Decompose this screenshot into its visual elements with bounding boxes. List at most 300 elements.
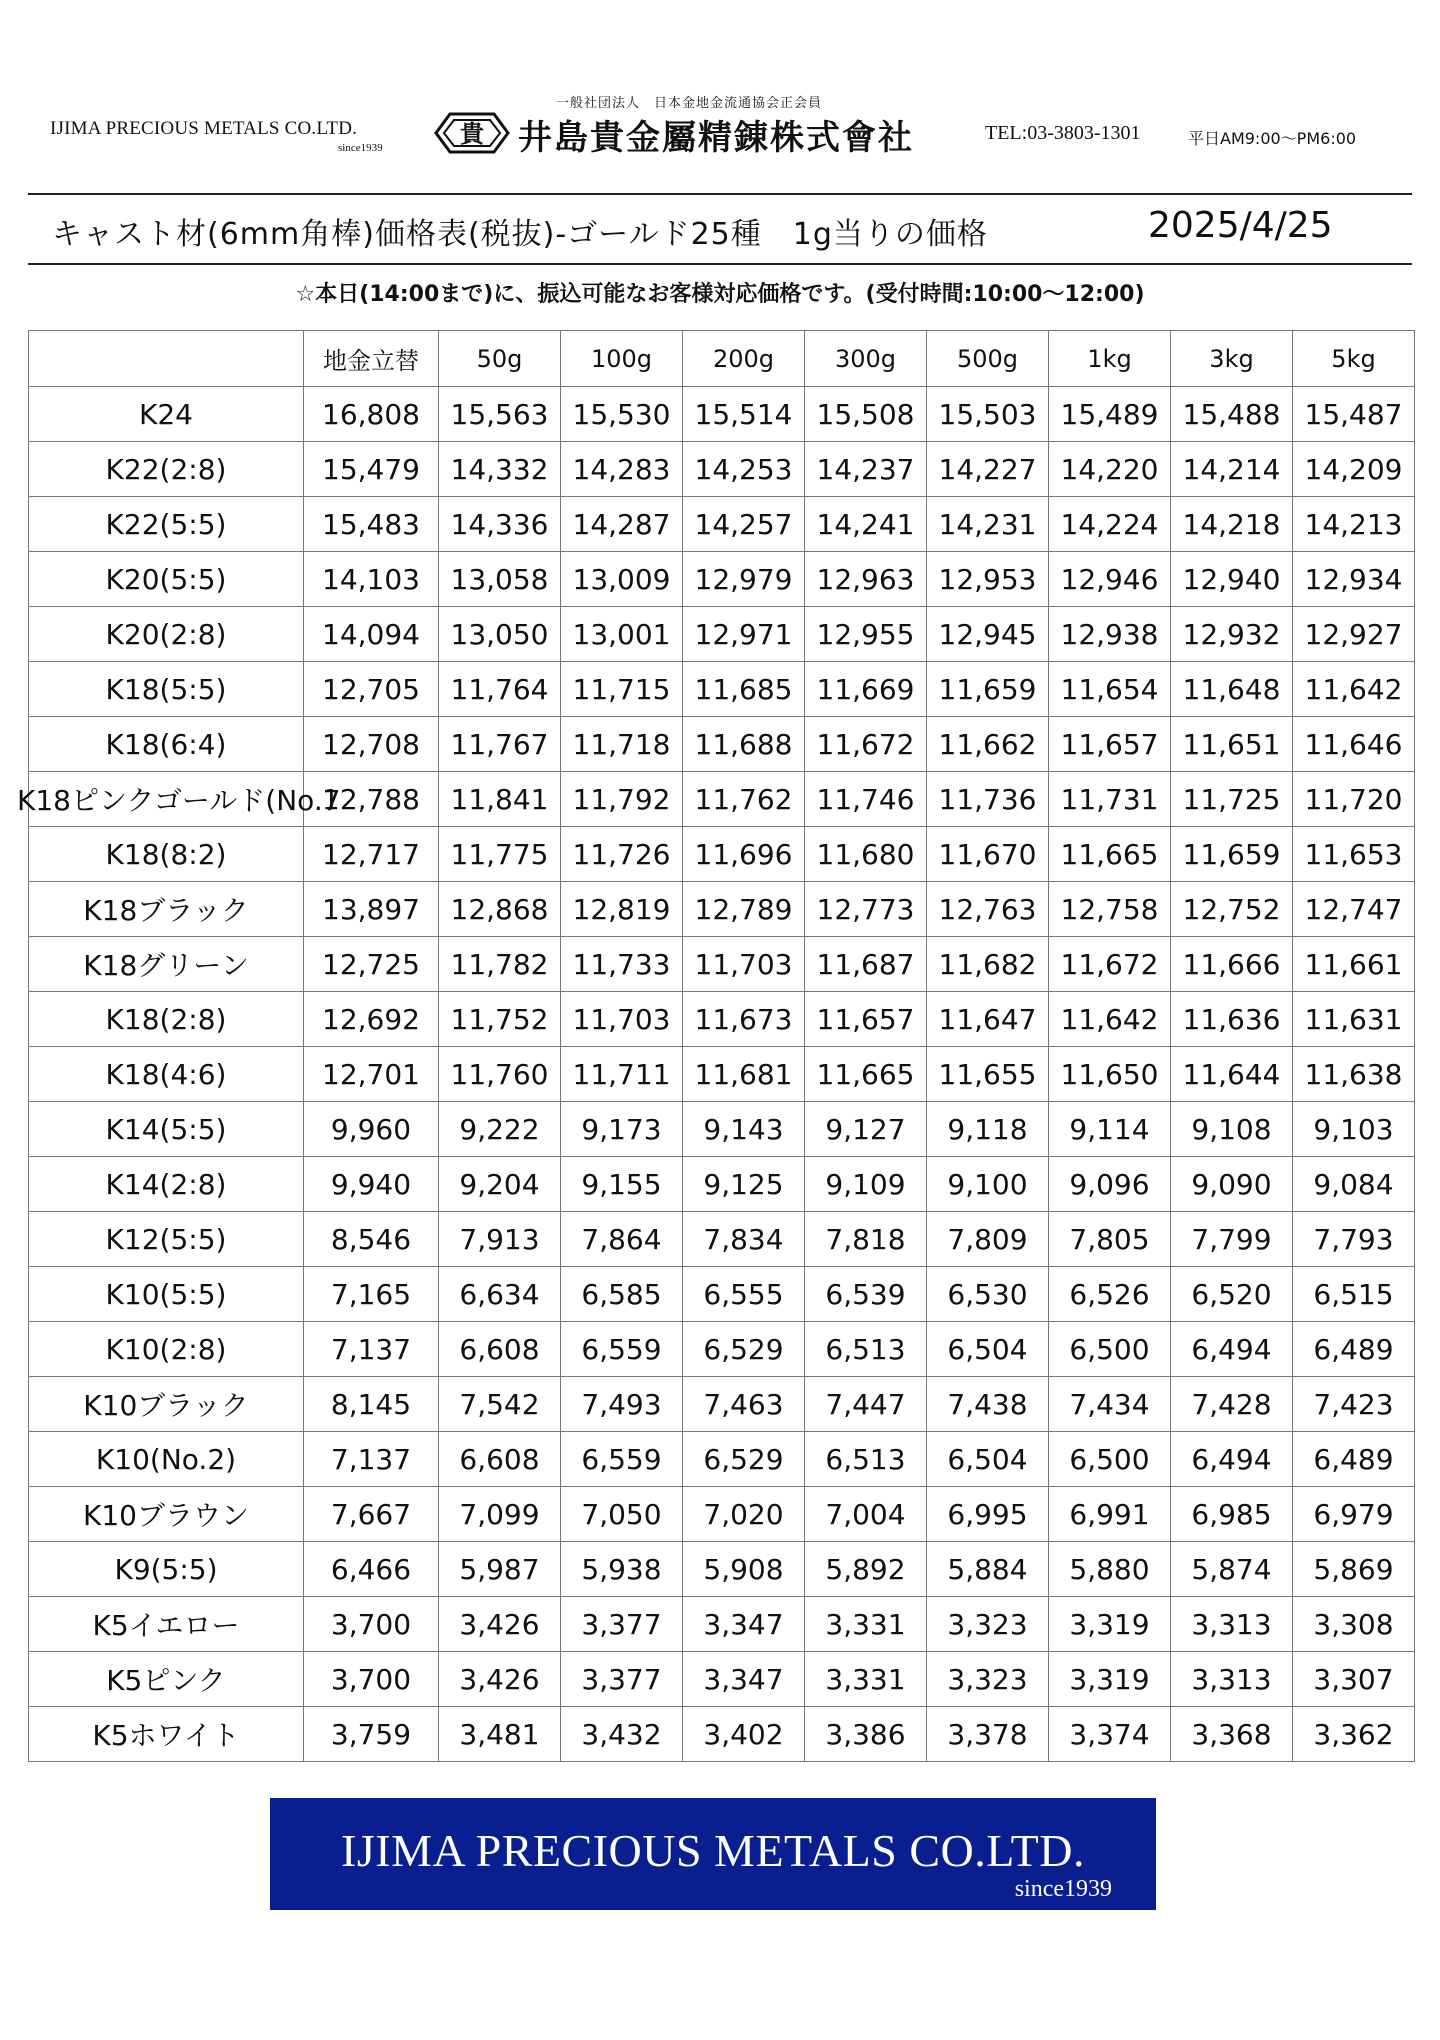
price-cell: 11,733 (561, 937, 683, 992)
price-cell: 9,109 (805, 1157, 927, 1212)
price-cell: 14,237 (805, 442, 927, 497)
price-cell: 7,428 (1171, 1377, 1293, 1432)
price-cell: 11,661 (1293, 937, 1415, 992)
price-cell: 11,718 (561, 717, 683, 772)
brand-name-en: IJIMA PRECIOUS METALS CO.LTD. (50, 118, 358, 139)
price-cell: 7,434 (1049, 1377, 1171, 1432)
table-row (29, 1157, 1415, 1212)
price-cell: 3,386 (805, 1707, 927, 1762)
price-cell: 11,642 (1293, 662, 1415, 717)
price-cell: 15,514 (683, 387, 805, 442)
company-logo-glyph: 貴 (460, 120, 484, 148)
price-cell: 6,559 (561, 1432, 683, 1487)
price-cell: 5,908 (683, 1542, 805, 1597)
price-cell: 11,644 (1171, 1047, 1293, 1102)
price-cell: 8,546 (304, 1212, 439, 1267)
price-cell: 11,703 (561, 992, 683, 1047)
table-row (29, 442, 1415, 497)
price-cell: 7,137 (304, 1432, 439, 1487)
alloy-name-cell: K20(5:5) (29, 552, 304, 607)
price-cell: 11,670 (927, 827, 1049, 882)
price-cell: 7,913 (439, 1212, 561, 1267)
price-cell: 6,489 (1293, 1432, 1415, 1487)
price-cell: 11,725 (1171, 772, 1293, 827)
table-row (29, 772, 1415, 827)
price-cell: 7,809 (927, 1212, 1049, 1267)
price-cell: 3,313 (1171, 1597, 1293, 1652)
price-cell: 12,946 (1049, 552, 1171, 607)
price-cell: 7,818 (805, 1212, 927, 1267)
price-cell: 7,834 (683, 1212, 805, 1267)
price-cell: 11,647 (927, 992, 1049, 1047)
price-cell: 12,747 (1293, 882, 1415, 937)
price-cell: 3,319 (1049, 1652, 1171, 1707)
table-row (29, 1487, 1415, 1542)
price-cell: 11,650 (1049, 1047, 1171, 1102)
table-row (29, 1707, 1415, 1762)
page-header (0, 0, 1440, 190)
price-cell: 6,991 (1049, 1487, 1171, 1542)
price-cell: 12,708 (304, 717, 439, 772)
column-header: 300g (805, 331, 927, 387)
price-cell: 9,155 (561, 1157, 683, 1212)
price-cell: 14,287 (561, 497, 683, 552)
price-cell: 15,489 (1049, 387, 1171, 442)
footer-company-name: IJIMA PRECIOUS METALS CO.LTD. (341, 1825, 1085, 1876)
price-cell: 11,760 (439, 1047, 561, 1102)
table-row (29, 497, 1415, 552)
table-row (29, 1212, 1415, 1267)
price-cell: 7,438 (927, 1377, 1049, 1432)
price-cell: 6,466 (304, 1542, 439, 1597)
price-cell: 9,108 (1171, 1102, 1293, 1157)
price-cell: 11,680 (805, 827, 927, 882)
price-cell: 9,222 (439, 1102, 561, 1157)
footer-since: since1939 (1014, 1876, 1112, 1902)
table-row (29, 1102, 1415, 1157)
price-cell: 7,165 (304, 1267, 439, 1322)
price-cell: 11,681 (683, 1047, 805, 1102)
table-row (29, 717, 1415, 772)
price-cell: 11,792 (561, 772, 683, 827)
price-cell: 6,504 (927, 1322, 1049, 1377)
table-row (29, 1377, 1415, 1432)
price-cell: 6,608 (439, 1432, 561, 1487)
price-cell: 12,963 (805, 552, 927, 607)
price-notice: ☆本日(14:00まで)に、振込可能なお客様対応価格です。(受付時間:10:00～12:00) (295, 282, 1145, 307)
price-cell: 6,520 (1171, 1267, 1293, 1322)
price-cell: 11,669 (805, 662, 927, 717)
price-cell: 14,257 (683, 497, 805, 552)
alloy-name-cell: K18(5:5) (29, 662, 304, 717)
column-header: 500g (927, 331, 1049, 387)
price-cell: 3,432 (561, 1707, 683, 1762)
price-cell: 15,479 (304, 442, 439, 497)
price-cell: 11,711 (561, 1047, 683, 1102)
company-name-jp: 井島貴金屬精錬株式會社 (518, 118, 914, 158)
price-cell: 14,224 (1049, 497, 1171, 552)
price-cell: 7,050 (561, 1487, 683, 1542)
alloy-name-cell: K12(5:5) (29, 1212, 304, 1267)
price-cell: 9,118 (927, 1102, 1049, 1157)
price-cell: 3,426 (439, 1652, 561, 1707)
price-cell: 12,868 (439, 882, 561, 937)
price-cell: 11,657 (1049, 717, 1171, 772)
price-cell: 6,539 (805, 1267, 927, 1322)
table-row (29, 827, 1415, 882)
business-hours: 平日AM9:00～PM6:00 (1188, 129, 1357, 148)
price-cell: 9,960 (304, 1102, 439, 1157)
table-header-row (29, 331, 1415, 387)
price-cell: 12,705 (304, 662, 439, 717)
price-cell: 14,227 (927, 442, 1049, 497)
price-cell: 12,819 (561, 882, 683, 937)
price-cell: 12,717 (304, 827, 439, 882)
price-cell: 14,213 (1293, 497, 1415, 552)
price-cell: 9,100 (927, 1157, 1049, 1212)
table-row (29, 607, 1415, 662)
price-cell: 3,307 (1293, 1652, 1415, 1707)
price-cell: 3,377 (561, 1652, 683, 1707)
price-cell: 15,503 (927, 387, 1049, 442)
company-logo-icon (432, 110, 512, 156)
price-cell: 11,648 (1171, 662, 1293, 717)
price-cell: 6,489 (1293, 1322, 1415, 1377)
price-cell: 6,985 (1171, 1487, 1293, 1542)
alloy-name-cell: K18ブラック (29, 882, 304, 937)
footer-banner (270, 1798, 1156, 1910)
column-header: 地金立替 (304, 331, 439, 387)
price-cell: 11,662 (927, 717, 1049, 772)
telephone: TEL:03-3803-1301 (985, 122, 1141, 144)
price-cell: 7,799 (1171, 1212, 1293, 1267)
price-cell: 3,700 (304, 1597, 439, 1652)
price-cell: 13,058 (439, 552, 561, 607)
price-cell: 11,731 (1049, 772, 1171, 827)
price-cell: 3,347 (683, 1652, 805, 1707)
price-cell: 5,874 (1171, 1542, 1293, 1597)
price-cell: 11,665 (805, 1047, 927, 1102)
price-cell: 11,659 (1171, 827, 1293, 882)
price-cell: 11,715 (561, 662, 683, 717)
price-cell: 7,864 (561, 1212, 683, 1267)
price-cell: 3,313 (1171, 1652, 1293, 1707)
table-row (29, 1047, 1415, 1102)
price-cell: 15,483 (304, 497, 439, 552)
price-cell: 14,283 (561, 442, 683, 497)
price-cell: 6,585 (561, 1267, 683, 1322)
price-cell: 11,672 (1049, 937, 1171, 992)
price-cell: 11,767 (439, 717, 561, 772)
price-cell: 14,241 (805, 497, 927, 552)
price-cell: 3,700 (304, 1652, 439, 1707)
table-row (29, 387, 1415, 442)
price-cell: 3,319 (1049, 1597, 1171, 1652)
price-cell: 6,608 (439, 1322, 561, 1377)
price-cell: 3,347 (683, 1597, 805, 1652)
alloy-name-cell: K14(2:8) (29, 1157, 304, 1212)
price-cell: 11,720 (1293, 772, 1415, 827)
alloy-name-cell: K18(8:2) (29, 827, 304, 882)
alloy-name-cell: K10(5:5) (29, 1267, 304, 1322)
price-cell: 3,368 (1171, 1707, 1293, 1762)
price-cell: 11,651 (1171, 717, 1293, 772)
price-cell: 11,654 (1049, 662, 1171, 717)
price-cell: 13,009 (561, 552, 683, 607)
table-row (29, 552, 1415, 607)
price-cell: 9,103 (1293, 1102, 1415, 1157)
price-cell: 6,515 (1293, 1267, 1415, 1322)
price-table (17, 330, 1415, 1762)
price-cell: 7,805 (1049, 1212, 1171, 1267)
price-cell: 15,530 (561, 387, 683, 442)
price-cell: 7,542 (439, 1377, 561, 1432)
price-cell: 12,773 (805, 882, 927, 937)
alloy-name-cell: K10(2:8) (29, 1322, 304, 1377)
price-cell: 11,685 (683, 662, 805, 717)
price-cell: 6,494 (1171, 1322, 1293, 1377)
price-cell: 11,746 (805, 772, 927, 827)
price-cell: 5,880 (1049, 1542, 1171, 1597)
alloy-name-cell: K18(6:4) (29, 717, 304, 772)
price-cell: 14,220 (1049, 442, 1171, 497)
price-cell: 3,323 (927, 1652, 1049, 1707)
price-cell: 6,513 (805, 1322, 927, 1377)
price-cell: 11,688 (683, 717, 805, 772)
price-cell: 11,653 (1293, 827, 1415, 882)
price-cell: 15,488 (1171, 387, 1293, 442)
price-cell: 5,884 (927, 1542, 1049, 1597)
price-cell: 12,788 (304, 772, 439, 827)
price-cell: 12,934 (1293, 552, 1415, 607)
price-cell: 11,659 (927, 662, 1049, 717)
alloy-name-cell: K22(2:8) (29, 442, 304, 497)
price-cell: 5,869 (1293, 1542, 1415, 1597)
brand-since: since1939 (338, 142, 383, 154)
price-cell: 14,253 (683, 442, 805, 497)
price-cell: 3,374 (1049, 1707, 1171, 1762)
price-cell: 11,682 (927, 937, 1049, 992)
alloy-name-cell: K22(5:5) (29, 497, 304, 552)
price-cell: 6,995 (927, 1487, 1049, 1542)
price-cell: 7,447 (805, 1377, 927, 1432)
price-cell: 14,336 (439, 497, 561, 552)
price-cell: 3,481 (439, 1707, 561, 1762)
price-cell: 11,703 (683, 937, 805, 992)
price-cell: 11,672 (805, 717, 927, 772)
price-cell: 11,752 (439, 992, 561, 1047)
price-cell: 9,114 (1049, 1102, 1171, 1157)
price-cell: 12,725 (304, 937, 439, 992)
page-title: キャスト材(6mm角棒)価格表(税抜)-ゴールド25種 1g当りの価格 (52, 217, 988, 252)
alloy-name-cell: K10ブラック (29, 1377, 304, 1432)
price-cell: 6,555 (683, 1267, 805, 1322)
price-cell: 6,500 (1049, 1322, 1171, 1377)
price-cell: 12,953 (927, 552, 1049, 607)
price-cell: 9,084 (1293, 1157, 1415, 1212)
price-cell: 12,927 (1293, 607, 1415, 662)
price-cell: 11,764 (439, 662, 561, 717)
price-cell: 13,001 (561, 607, 683, 662)
price-cell: 12,758 (1049, 882, 1171, 937)
price-cell: 9,143 (683, 1102, 805, 1157)
price-cell: 16,808 (304, 387, 439, 442)
price-cell: 3,308 (1293, 1597, 1415, 1652)
association-membership: 一般社団法人 日本金地金流通協会正会員 (556, 96, 823, 111)
alloy-name-cell: K18ピンクゴールド(No.7 (29, 772, 304, 827)
column-header: 1kg (1049, 331, 1171, 387)
price-cell: 12,955 (805, 607, 927, 662)
table-body (17, 387, 1415, 1762)
price-cell: 7,493 (561, 1377, 683, 1432)
price-cell: 3,323 (927, 1597, 1049, 1652)
price-cell: 11,638 (1293, 1047, 1415, 1102)
price-cell: 6,504 (927, 1432, 1049, 1487)
price-cell: 6,634 (439, 1267, 561, 1322)
price-cell: 9,204 (439, 1157, 561, 1212)
price-cell: 3,377 (561, 1597, 683, 1652)
table-row (29, 937, 1415, 992)
price-cell: 6,500 (1049, 1432, 1171, 1487)
price-cell: 7,099 (439, 1487, 561, 1542)
price-cell: 9,127 (805, 1102, 927, 1157)
price-cell: 3,402 (683, 1707, 805, 1762)
price-cell: 5,987 (439, 1542, 561, 1597)
price-cell: 11,696 (683, 827, 805, 882)
price-cell: 3,331 (805, 1597, 927, 1652)
price-cell: 7,020 (683, 1487, 805, 1542)
table-row (29, 882, 1415, 937)
table-row (29, 1432, 1415, 1487)
price-cell: 6,979 (1293, 1487, 1415, 1542)
price-cell: 14,209 (1293, 442, 1415, 497)
price-cell: 11,687 (805, 937, 927, 992)
alloy-name-cell: K5ホワイト (29, 1707, 304, 1762)
price-cell: 13,050 (439, 607, 561, 662)
price-cell: 11,726 (561, 827, 683, 882)
alloy-name-cell: K14(5:5) (29, 1102, 304, 1157)
price-cell: 3,378 (927, 1707, 1049, 1762)
price-cell: 11,636 (1171, 992, 1293, 1047)
price-cell: 8,145 (304, 1377, 439, 1432)
price-cell: 3,331 (805, 1652, 927, 1707)
price-cell: 7,423 (1293, 1377, 1415, 1432)
price-cell: 12,932 (1171, 607, 1293, 662)
table-row (29, 1267, 1415, 1322)
price-cell: 12,763 (927, 882, 1049, 937)
column-header: 5kg (1293, 331, 1415, 387)
price-cell: 6,529 (683, 1432, 805, 1487)
price-cell: 3,426 (439, 1597, 561, 1652)
price-cell: 15,508 (805, 387, 927, 442)
price-cell: 12,979 (683, 552, 805, 607)
price-cell: 7,004 (805, 1487, 927, 1542)
alloy-name-cell: K18(2:8) (29, 992, 304, 1047)
price-cell: 11,666 (1171, 937, 1293, 992)
price-cell: 12,938 (1049, 607, 1171, 662)
price-cell: 14,231 (927, 497, 1049, 552)
price-cell: 9,090 (1171, 1157, 1293, 1212)
price-cell: 11,782 (439, 937, 561, 992)
price-cell: 6,513 (805, 1432, 927, 1487)
price-cell: 12,789 (683, 882, 805, 937)
alloy-name-cell: K18グリーン (29, 937, 304, 992)
price-cell: 14,094 (304, 607, 439, 662)
table-row (29, 1597, 1415, 1652)
column-header (29, 331, 304, 387)
price-cell: 11,673 (683, 992, 805, 1047)
price-cell: 11,762 (683, 772, 805, 827)
table-row (29, 1542, 1415, 1597)
price-cell: 6,529 (683, 1322, 805, 1377)
alloy-name-cell: K5ピンク (29, 1652, 304, 1707)
alloy-name-cell: K18(4:6) (29, 1047, 304, 1102)
price-cell: 12,945 (927, 607, 1049, 662)
alloy-name-cell: K10ブラウン (29, 1487, 304, 1542)
price-cell: 11,665 (1049, 827, 1171, 882)
price-cell: 14,332 (439, 442, 561, 497)
price-cell: 9,173 (561, 1102, 683, 1157)
price-cell: 14,218 (1171, 497, 1293, 552)
price-cell: 13,897 (304, 882, 439, 937)
price-cell: 7,463 (683, 1377, 805, 1432)
alloy-name-cell: K9(5:5) (29, 1542, 304, 1597)
price-cell: 6,526 (1049, 1267, 1171, 1322)
title-bar (28, 193, 1412, 265)
column-header: 200g (683, 331, 805, 387)
price-cell: 14,214 (1171, 442, 1293, 497)
price-cell: 9,125 (683, 1157, 805, 1212)
price-date: 2025/4/25 (1148, 205, 1333, 246)
price-cell: 12,971 (683, 607, 805, 662)
price-cell: 7,137 (304, 1322, 439, 1377)
price-cell: 12,692 (304, 992, 439, 1047)
price-cell: 12,752 (1171, 882, 1293, 937)
price-cell: 14,103 (304, 552, 439, 607)
price-cell: 15,487 (1293, 387, 1415, 442)
table-row (29, 1652, 1415, 1707)
price-cell: 9,096 (1049, 1157, 1171, 1212)
price-cell: 6,530 (927, 1267, 1049, 1322)
column-header: 3kg (1171, 331, 1293, 387)
alloy-name-cell: K5イエロー (29, 1597, 304, 1652)
price-cell: 11,841 (439, 772, 561, 827)
price-cell: 7,793 (1293, 1212, 1415, 1267)
column-header: 100g (561, 331, 683, 387)
table-row (29, 1322, 1415, 1377)
price-cell: 15,563 (439, 387, 561, 442)
price-cell: 6,494 (1171, 1432, 1293, 1487)
price-cell: 11,642 (1049, 992, 1171, 1047)
price-cell: 11,657 (805, 992, 927, 1047)
price-cell: 11,775 (439, 827, 561, 882)
price-cell: 12,940 (1171, 552, 1293, 607)
price-cell: 11,655 (927, 1047, 1049, 1102)
column-header: 50g (439, 331, 561, 387)
price-cell: 11,736 (927, 772, 1049, 827)
price-cell: 11,646 (1293, 717, 1415, 772)
price-cell: 12,701 (304, 1047, 439, 1102)
price-cell: 7,667 (304, 1487, 439, 1542)
price-cell: 6,559 (561, 1322, 683, 1377)
table-row (29, 662, 1415, 717)
price-cell: 11,631 (1293, 992, 1415, 1047)
alloy-name-cell: K20(2:8) (29, 607, 304, 662)
table-row (29, 992, 1415, 1047)
price-cell: 5,892 (805, 1542, 927, 1597)
price-cell: 9,940 (304, 1157, 439, 1212)
alloy-name-cell: K10(No.2) (29, 1432, 304, 1487)
